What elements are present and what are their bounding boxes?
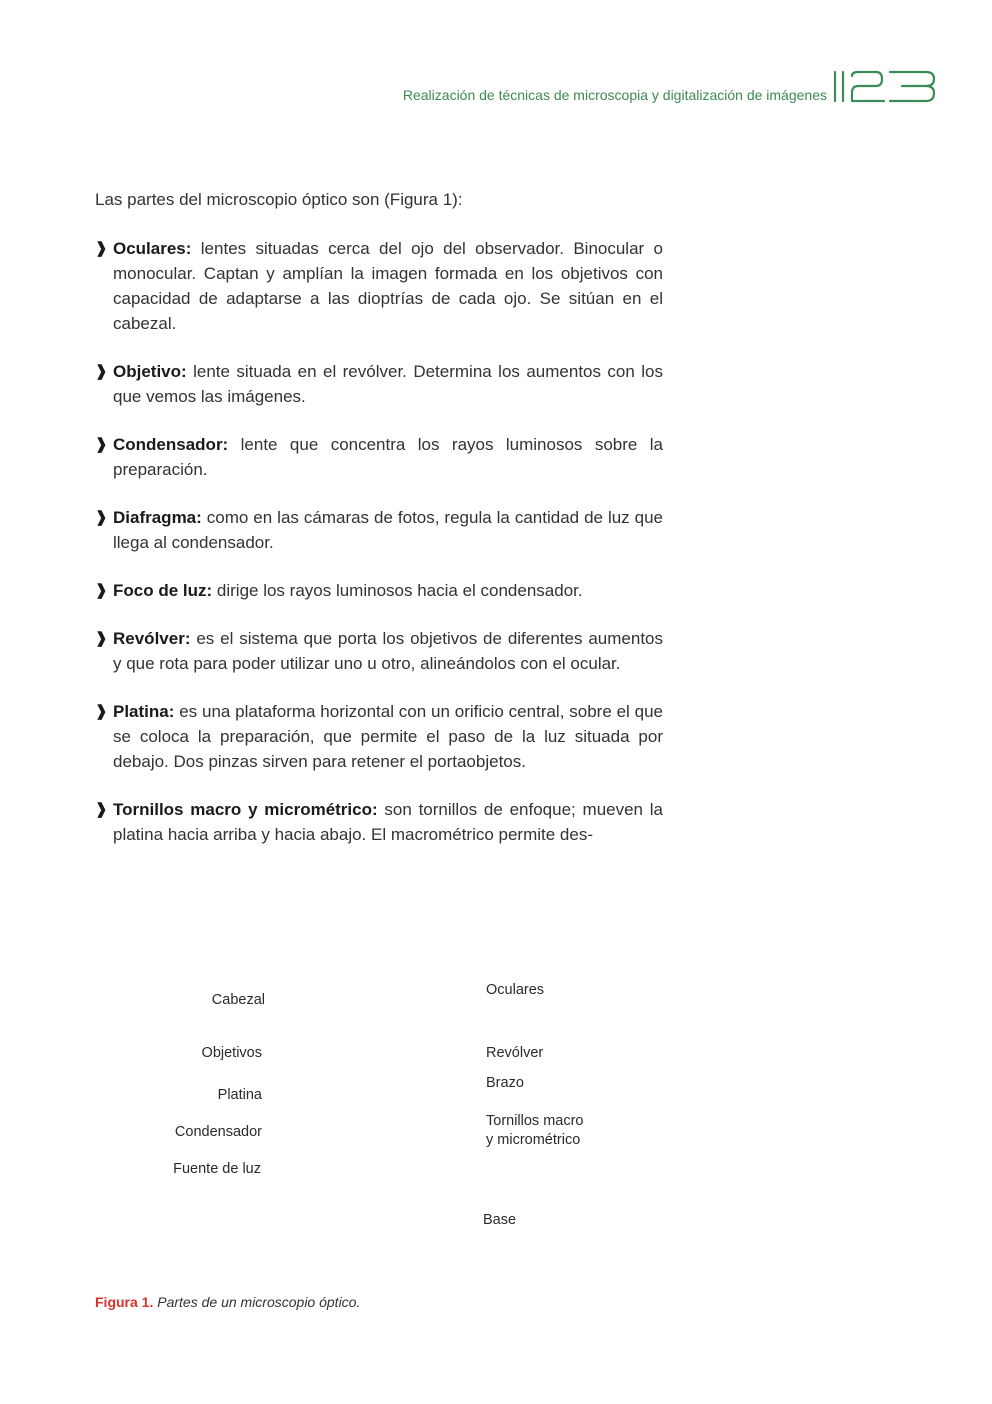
label-base: Base xyxy=(483,1212,517,1228)
term: Foco de luz: xyxy=(113,581,213,600)
description: lente situada en el revólver. Determina los aumentos con los que vemos las imágenes. xyxy=(113,362,663,406)
list-item-platina xyxy=(95,699,663,774)
bullet-marker: ❱ xyxy=(95,363,108,380)
list-item-foco-de-luz xyxy=(95,578,663,603)
label-platina: Platina xyxy=(217,1087,262,1103)
bullet-marker: ❱ xyxy=(95,436,108,453)
label-condensador: Condensador xyxy=(174,1124,262,1140)
label-cabezal: Cabezal xyxy=(211,992,265,1008)
description: es una plataforma horizontal con un orificio central, sobre el que se coloca la preparación, que permite el paso de la luz situada por debajo. Dos pinzas sirven para retener el portaobjetos. xyxy=(113,702,663,771)
label-fuente-de-luz: Fuente de luz xyxy=(173,1161,261,1177)
list-item-tornillos xyxy=(95,797,663,847)
running-header: Realización de técnicas de microscopia y digitalización de imágenes xyxy=(402,87,827,103)
description: son tornillos de enfoque; mueven la platina hacia arriba y hacia abajo. El macrométrico permite des- xyxy=(113,800,664,844)
intro-paragraph: Las partes del microscopio óptico son (Figura 1): xyxy=(95,190,463,209)
term: Diafragma: xyxy=(113,508,202,527)
figure-caption xyxy=(95,1294,360,1310)
term: Objetivo: xyxy=(113,362,187,381)
list-item-oculares xyxy=(95,236,663,336)
term: Condensador: xyxy=(113,435,229,454)
description: es el sistema que porta los objetivos de diferentes aumentos y que rota para poder utilizar uno u otro, alineándolos con el ocular. xyxy=(113,629,663,673)
list-item-diafragma xyxy=(95,505,663,555)
description: como en las cámaras de fotos, regula la cantidad de luz que llega al condensador. xyxy=(113,508,663,552)
description: lente que concentra los rayos luminosos sobre la preparación. xyxy=(113,435,663,479)
bullet-marker: ❱ xyxy=(95,240,108,257)
term: Oculares: xyxy=(113,239,192,258)
list-item-revolver xyxy=(95,626,663,676)
bullet-marker: ❱ xyxy=(95,801,108,818)
list-item-condensador xyxy=(95,432,663,482)
term: Revólver: xyxy=(113,629,191,648)
list-item-objetivo xyxy=(95,359,663,409)
label-revolver: Revólver xyxy=(486,1045,544,1061)
caption-number: Figura 1. xyxy=(95,1294,154,1310)
label-tornillos: Tornillos macro y micrométrico xyxy=(486,1113,584,1148)
parts-list xyxy=(95,236,663,870)
caption-text: Partes de un microscopio óptico. xyxy=(157,1294,361,1310)
page-number xyxy=(832,70,942,109)
term: Platina: xyxy=(113,702,175,721)
bullet-marker: ❱ xyxy=(95,703,108,720)
bullet-marker: ❱ xyxy=(95,630,108,647)
bullet-marker: ❱ xyxy=(95,509,108,526)
description: dirige los rayos luminosos hacia el condensador. xyxy=(212,581,583,600)
bullet-marker: ❱ xyxy=(95,582,108,599)
term: Tornillos macro y micrométrico: xyxy=(113,800,378,819)
label-brazo: Brazo xyxy=(486,1075,524,1091)
label-objetivos: Objetivos xyxy=(201,1045,262,1061)
description: lentes situadas cerca del ojo del observador. Binocular o monocular. Captan y amplían la imagen formada en los objetivos con capacidad de adaptarse a las dioptrías de cada ojo. Se sitúan en el cabezal. xyxy=(113,239,663,333)
page-number-glyphs xyxy=(832,70,942,104)
label-oculares: Oculares xyxy=(486,982,545,998)
